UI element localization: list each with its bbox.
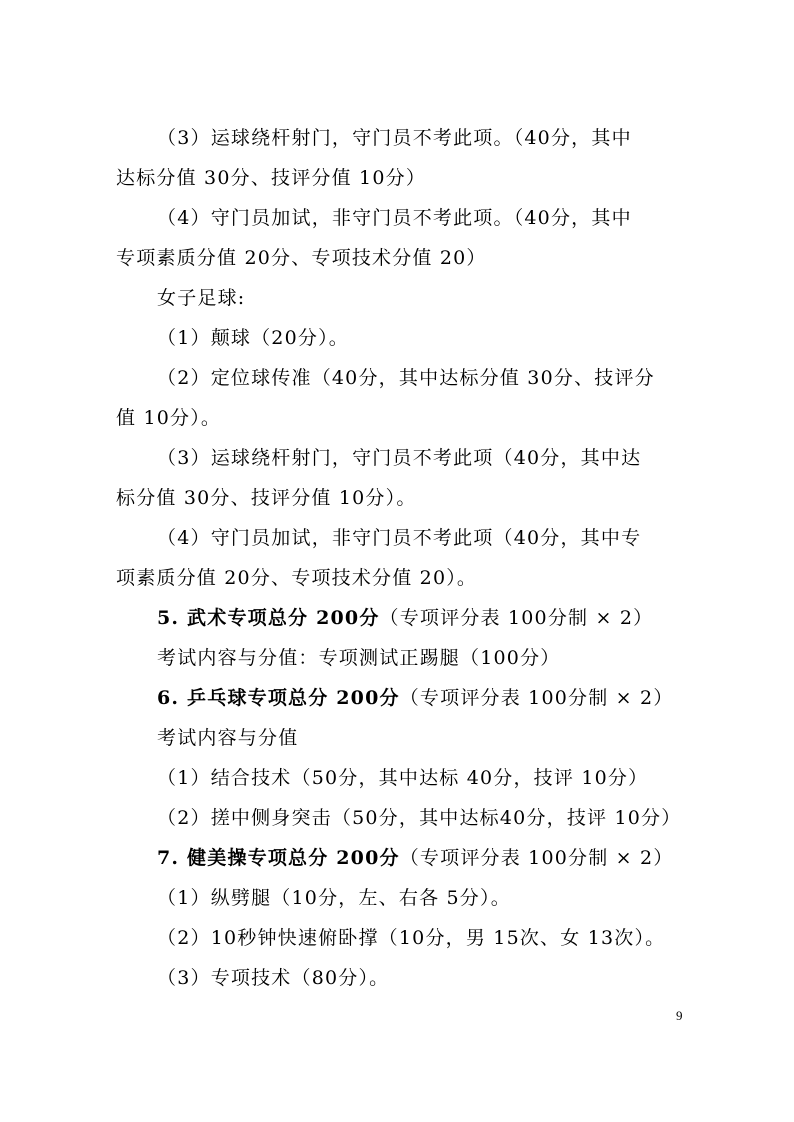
text-line: （3）专项技术（80分）。 bbox=[157, 967, 390, 989]
page-number: 9 bbox=[676, 1008, 683, 1023]
text-line: （1）颠球（20分）。 bbox=[157, 327, 349, 349]
section-heading-note: （专项评分表 100分制 × 2） bbox=[399, 847, 674, 869]
text-line: （4）守门员加试，非守门员不考此项。（40分，其中 bbox=[157, 207, 632, 229]
text-line: 考试内容与分值 bbox=[157, 727, 299, 749]
text-line: （1）纵劈腿（10分，左、右各 5分）。 bbox=[157, 887, 511, 909]
text-line: 考试内容与分值：专项测试正踢腿（100分） bbox=[157, 647, 561, 669]
text-line: （4）守门员加试，非守门员不考此项（40分，其中专 bbox=[157, 527, 642, 549]
text-line: 值 10分）。 bbox=[116, 407, 222, 429]
section-heading-table-tennis bbox=[157, 685, 674, 711]
text-line: 达标分值 30分、技评分值 10分） bbox=[116, 167, 427, 189]
text-line: （2）定位球传准（40分，其中达标分值 30分、技评分 bbox=[157, 367, 655, 389]
section-heading-aerobics bbox=[157, 845, 674, 871]
section-heading-note: （专项评分表 100分制 × 2） bbox=[399, 687, 674, 709]
section-heading-bold: 7. 健美操专项总分 200分 bbox=[157, 847, 400, 869]
section-heading-bold: 6. 乒乓球专项总分 200分 bbox=[157, 687, 400, 709]
text-line: （2）搓中侧身突击（50分，其中达标40分，技评 10分） bbox=[157, 807, 682, 829]
text-line: 专项素质分值 20分、专项技术分值 20） bbox=[116, 247, 487, 269]
section-heading-note: （专项评分表 100分制 × 2） bbox=[379, 607, 654, 629]
text-line: （3）运球绕杆射门，守门员不考此项（40分，其中达 bbox=[157, 447, 642, 469]
text-line: （3）运球绕杆射门，守门员不考此项。（40分，其中 bbox=[157, 127, 632, 149]
section-heading-bold: 5. 武术专项总分 200分 bbox=[157, 607, 380, 629]
text-line: 标分值 30分、技评分值 10分）。 bbox=[116, 487, 417, 509]
text-line: 项素质分值 20分、专项技术分值 20）。 bbox=[116, 567, 478, 589]
text-line: （1）结合技术（50分，其中达标 40分，技评 10分） bbox=[157, 767, 649, 789]
text-line: （2）10秒钟快速俯卧撑（10分，男 15次、女 13次）。 bbox=[157, 927, 666, 949]
section-heading-wushu bbox=[157, 605, 653, 631]
section-heading-womens-football: 女子足球: bbox=[157, 287, 246, 309]
